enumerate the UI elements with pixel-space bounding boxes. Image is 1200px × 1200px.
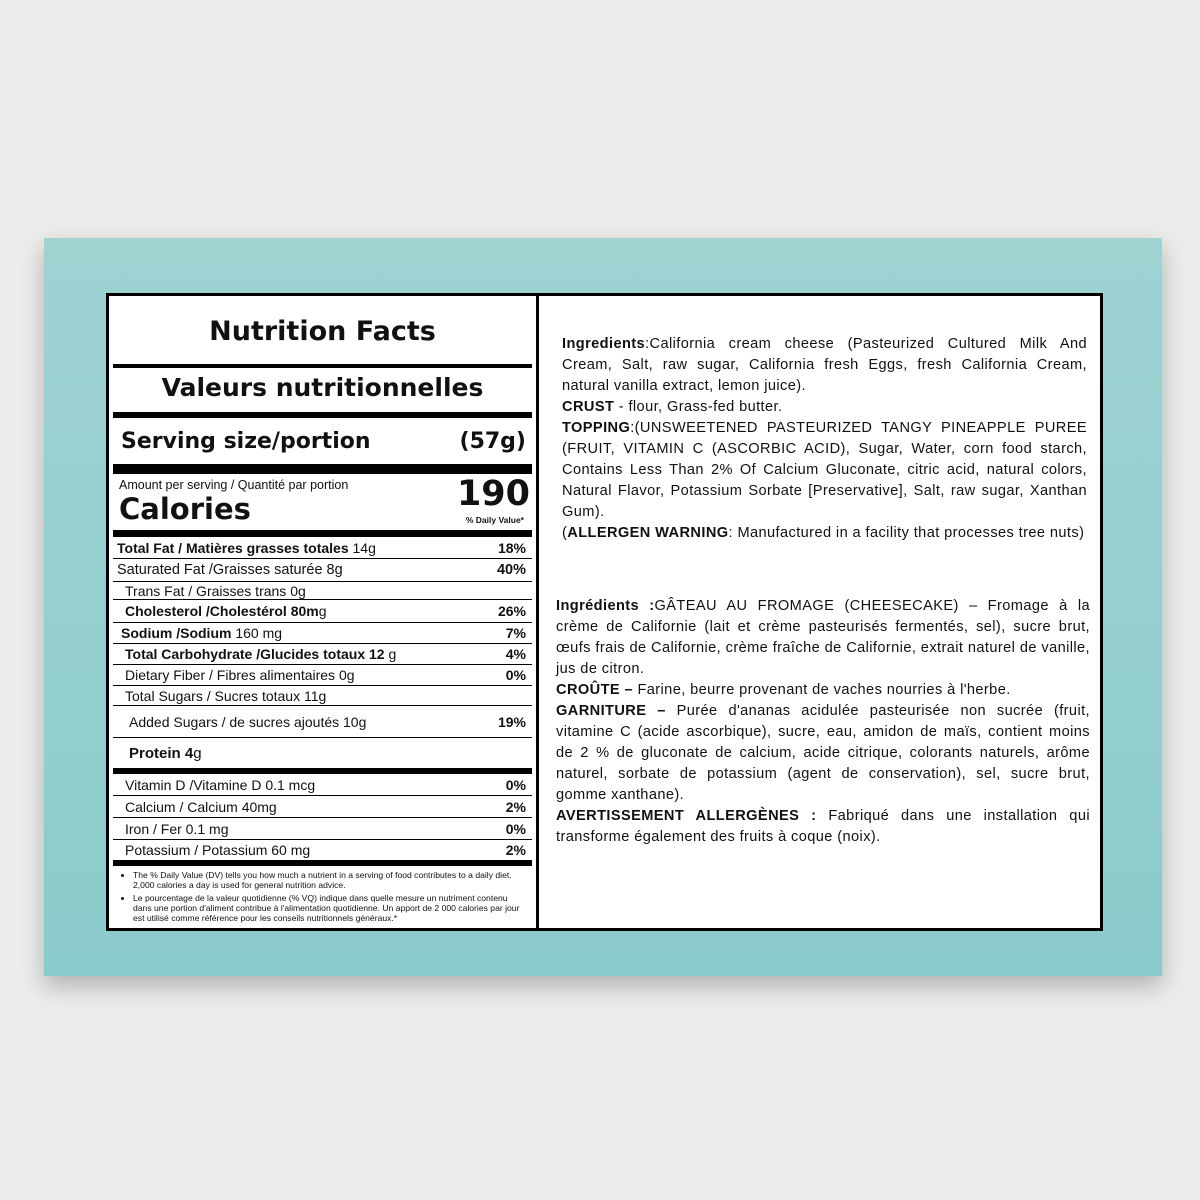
nutrient-row-carbohydrate	[113, 644, 532, 665]
crust-label: CRUST	[562, 399, 615, 415]
ingredients-english	[562, 334, 1087, 544]
nutrient-row-saturated-fat	[113, 559, 532, 582]
daily-value-header: % Daily Value*	[465, 515, 524, 525]
nutrient-amount: g	[384, 646, 397, 662]
nutrient-row-potassium	[113, 840, 532, 866]
crust-label-fr: CROÛTE –	[556, 682, 633, 698]
nutrient-row-total-fat	[113, 537, 532, 559]
nutrient-label: Potassium / Potassium 60 mg	[125, 842, 311, 858]
nutrient-row-added-sugars	[113, 706, 532, 738]
nutrient-row-trans-fat	[113, 582, 532, 600]
nutrient-label: Saturated Fat /Graisses saturée 8g	[117, 562, 343, 578]
nutrient-label-bold: Sodium /Sodium	[121, 625, 232, 641]
nutrient-row-cholesterol	[113, 600, 532, 623]
nutrient-amount: g	[193, 744, 202, 762]
nutrition-footnotes	[113, 870, 532, 923]
nutrition-title-fr: Valeurs nutritionnelles	[113, 368, 532, 418]
nutrient-row-iron	[113, 818, 532, 840]
nutrient-row-vitamin-d	[113, 774, 532, 796]
nutrition-facts-panel	[109, 296, 539, 928]
label-panel	[106, 293, 1103, 931]
calories-label: Calories	[119, 492, 251, 526]
ingredients-label-fr: Ingrédients :	[556, 598, 655, 614]
nutrient-dv: 7%	[505, 625, 526, 641]
nutrient-label-bold: Cholesterol /Cholestérol 80m	[125, 603, 319, 619]
nutrient-row-total-sugars	[113, 686, 532, 706]
calories-block	[113, 474, 532, 537]
topping-text-fr: Purée d'ananas acidulée pasteurisée non sucrée (fruit, vitamine C (acide ascorbique), sucre, eau, amidon de maïs, contient moins de 2 % de gluconate de calcium, acide citrique, colorants naturels, arôme naturel, sorbate de potassium (agent de conservation), sel, sucre brut, gomme xanthane).	[556, 703, 1091, 803]
nutrient-dv: 19%	[497, 713, 526, 730]
nutrient-amount: 14g	[348, 539, 376, 556]
nutrient-amount: 160 mg	[231, 625, 283, 641]
nutrient-label: Total Sugars / Sucres totaux 11g	[125, 687, 327, 704]
serving-size-label: Serving size/portion	[121, 428, 371, 454]
calories-value: 190	[456, 474, 530, 514]
ingredients-french	[556, 596, 1090, 848]
amount-per-serving: Amount per serving / Quantité par portion	[119, 478, 349, 492]
nutrient-label: Dietary Fiber / Fibres alimentaires 0g	[125, 667, 355, 683]
nutrient-row-dietary-fiber	[113, 665, 532, 686]
allergen-text: : Manufactured in a facility that processes tree nuts)	[728, 525, 1085, 541]
ingredients-text-fr: GÂTEAU AU FROMAGE (CHEESECAKE) – Fromage à la crème de Californie (lait et crème pasteurisés fermentés, sel), sucre brut, œufs frais de Californie, crème fraîche de Californie, extrait naturel de vanille, jus de citron.	[556, 598, 1090, 677]
nutrient-label: Calcium / Calcium 40mg	[125, 798, 277, 815]
nutrient-amount: g	[318, 603, 327, 619]
nutrient-label-bold: Protein 4	[129, 744, 194, 762]
allergen-label-fr: AVERTISSEMENT ALLERGÈNES :	[556, 808, 817, 824]
ingredients-panel	[542, 296, 1100, 928]
nutrient-dv: 18%	[497, 539, 526, 556]
nutrient-dv: 26%	[497, 603, 526, 619]
nutrient-dv: 0%	[505, 776, 526, 793]
ingredients-text: :California cream cheese (Pasteurized Cultured Milk And Cream, Salt, raw sugar, California fresh Eggs, fresh California Cream, natural vanilla extract, lemon juice).	[562, 336, 1087, 394]
ingredients-label: Ingredients	[562, 336, 646, 352]
nutrition-title-en: Nutrition Facts	[113, 296, 532, 368]
nutrient-row-protein	[113, 738, 532, 774]
nutrient-dv: 2%	[505, 798, 526, 815]
nutrient-row-calcium	[113, 796, 532, 818]
serving-size-row	[113, 418, 532, 474]
nutrient-label-bold: Total Carbohydrate /Glucides totaux 12	[125, 646, 385, 662]
allergen-label: ALLERGEN WARNING	[567, 525, 729, 541]
topping-text: :(UNSWEETENED PASTEURIZED TANGY PINEAPPLE PUREE (FRUIT, VITAMIN C (ASCORBIC ACID), Sugar, Water, corn food starch, Contains Less Than 2% Of Calcium Gluconate, citric acid, natural colors, Natural Flavor, Potassium Sorbate [Preservative], Salt, raw sugar, Xanthan Gum).	[562, 420, 1087, 520]
allergen-text-fr: Fabriqué dans une installation qui transforme également des fruits à coque (noix).	[556, 808, 1090, 845]
serving-size-value: (57g)	[459, 428, 526, 454]
footnote-en: • The % Daily Value (DV) tells you how much a nutrient in a serving of food contributes to a daily diet. 2,000 calories a day is used for general nutrition advice.	[133, 870, 524, 890]
nutrient-dv: 0%	[505, 820, 526, 837]
nutrient-label-bold: Total Fat / Matières grasses totales	[117, 539, 349, 556]
nutrient-dv: 2%	[505, 842, 526, 858]
nutrient-dv: 4%	[505, 646, 526, 662]
nutrient-label: Added Sugars / de sucres ajoutés 10g	[129, 713, 367, 730]
nutrient-label: Vitamin D /Vitamine D 0.1 mcg	[125, 776, 316, 793]
nutrient-label: Trans Fat / Graisses trans 0g	[125, 582, 306, 599]
nutrient-dv: 0%	[505, 667, 526, 683]
nutrient-label: Iron / Fer 0.1 mg	[125, 820, 229, 837]
footnote-fr: • Le pourcentage de la valeur quotidienne (% VQ) indique dans quelle mesure un nutriment contenu dans une portion d'aliment contribue à l'alimentation quotidienne. Un apport de 2 000 calories par jour est utilisé comme référence pour les conseils nutritionnels généraux.*	[133, 893, 524, 923]
allergen-open-paren: (	[562, 525, 568, 541]
crust-text: - flour, Grass-fed butter.	[614, 399, 783, 415]
topping-label: TOPPING	[562, 420, 631, 436]
nutrient-dv: 40%	[496, 562, 526, 578]
nutrient-row-sodium	[113, 623, 532, 644]
crust-text-fr: Farine, beurre provenant de vaches nourries à l'herbe.	[633, 682, 1011, 698]
topping-label-fr: GARNITURE –	[556, 703, 666, 719]
